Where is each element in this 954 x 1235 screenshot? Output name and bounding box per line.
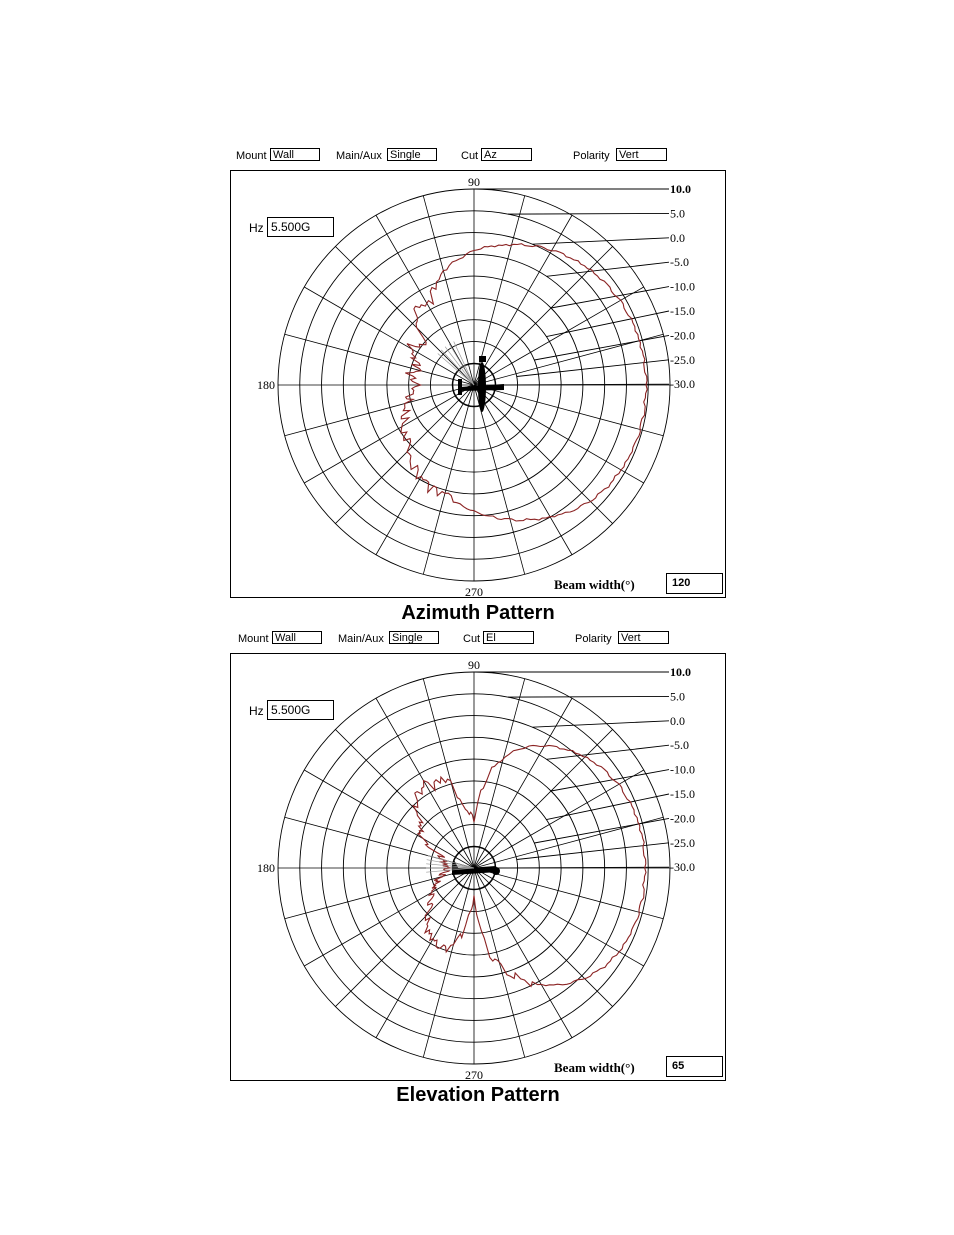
angle-label-90: 90 xyxy=(468,658,480,672)
beam-width-field[interactable]: 65 xyxy=(666,1056,723,1077)
radial-leader xyxy=(508,696,669,697)
hz-label: Hz xyxy=(249,704,264,718)
airplane-icon xyxy=(458,356,504,412)
radial-tick-label: -20.0 xyxy=(670,811,695,826)
polar-spoke xyxy=(285,334,474,385)
polar-spoke xyxy=(474,868,613,1007)
radial-tick-label: 10.0 xyxy=(670,182,691,196)
mainaux-label: Main/Aux xyxy=(336,150,382,162)
radial-leader xyxy=(508,213,669,214)
mainaux-field[interactable]: Single xyxy=(387,148,437,161)
airplane-icon xyxy=(452,860,500,875)
radial-leader xyxy=(532,238,669,244)
angle-label-180: 180 xyxy=(257,378,275,392)
cut-label: Cut xyxy=(461,150,479,162)
radial-tick-label: -5.0 xyxy=(670,255,689,270)
mainaux-field[interactable]: Single xyxy=(389,631,439,644)
angle-label-90: 90 xyxy=(468,175,480,189)
polar-spoke xyxy=(285,385,474,436)
cut-label: Cut xyxy=(463,633,481,645)
polar-spoke xyxy=(335,868,474,1007)
pattern-header xyxy=(228,631,728,649)
beam-width-field[interactable]: 120 xyxy=(666,573,723,594)
polar-spoke xyxy=(474,679,525,868)
hz-field[interactable]: 5.500G xyxy=(267,700,334,720)
radial-tick-label: -30.0 xyxy=(670,377,695,392)
polar-spoke xyxy=(474,385,525,574)
radial-leader xyxy=(517,843,669,860)
radial-tick-label: -20.0 xyxy=(670,328,695,343)
mount-field[interactable]: Wall xyxy=(272,631,322,644)
hz-field[interactable]: 5.500G xyxy=(267,217,334,237)
angle-label-180: 180 xyxy=(257,861,275,875)
airplane-nose xyxy=(479,356,486,362)
radial-tick-label: -5.0 xyxy=(670,738,689,753)
radial-tick-label: -25.0 xyxy=(670,352,695,367)
radial-leader xyxy=(547,262,669,276)
radial-tick-label: 10.0 xyxy=(670,665,691,679)
polar-spoke xyxy=(474,868,663,919)
radial-tick-label: -25.0 xyxy=(670,835,695,850)
polar-spoke xyxy=(474,246,613,385)
polar-spoke xyxy=(423,868,474,1057)
polar-spoke xyxy=(335,246,474,385)
mount-field[interactable]: Wall xyxy=(270,148,320,161)
radial-leader xyxy=(547,745,669,759)
polar-spoke xyxy=(474,385,613,524)
polar-spoke xyxy=(285,868,474,919)
airplane-nose xyxy=(492,867,500,875)
pattern-header xyxy=(228,148,728,166)
mainaux-label: Main/Aux xyxy=(338,633,384,645)
radial-leader xyxy=(532,721,669,727)
beam-width-label: Beam width(°) xyxy=(554,1060,635,1075)
polarity-label: Polarity xyxy=(573,150,610,162)
cut-field[interactable]: Az xyxy=(481,148,532,161)
chart-title: Elevation Pattern xyxy=(396,1084,560,1106)
polar-spoke xyxy=(335,729,474,868)
angle-label-270: 270 xyxy=(465,585,483,599)
pattern-trace xyxy=(401,244,647,521)
cut-field[interactable]: El xyxy=(483,631,534,644)
polar-spoke xyxy=(474,385,663,436)
polar-spoke xyxy=(423,385,474,574)
radial-tick-label: 5.0 xyxy=(670,689,685,704)
radial-tick-label: -10.0 xyxy=(670,762,695,777)
beam-width-label: Beam width(°) xyxy=(554,577,635,592)
airplane-tail xyxy=(458,379,462,395)
radial-tick-label: 5.0 xyxy=(670,206,685,221)
mount-label: Mount xyxy=(238,633,269,645)
polarity-label: Polarity xyxy=(575,633,612,645)
radial-tick-label: -15.0 xyxy=(670,304,695,318)
radial-tick-label: -15.0 xyxy=(670,787,695,801)
polar-plot-frame xyxy=(230,653,726,1081)
angle-label-270: 270 xyxy=(465,1068,483,1082)
polarity-field[interactable]: Vert xyxy=(616,148,667,161)
chart-title: Azimuth Pattern xyxy=(401,602,555,624)
radial-leader xyxy=(546,794,669,820)
polarity-field[interactable]: Vert xyxy=(618,631,669,644)
hz-label: Hz xyxy=(249,221,264,235)
radial-tick-label: 0.0 xyxy=(670,713,685,728)
radial-tick-label: -10.0 xyxy=(670,279,695,294)
polar-spoke xyxy=(423,679,474,868)
mount-label: Mount xyxy=(236,150,267,162)
radial-tick-label: -30.0 xyxy=(670,860,695,875)
radial-leader xyxy=(546,311,669,337)
polar-plot-frame xyxy=(230,170,726,598)
polar-spoke xyxy=(474,729,613,868)
radial-tick-label: 0.0 xyxy=(670,230,685,245)
